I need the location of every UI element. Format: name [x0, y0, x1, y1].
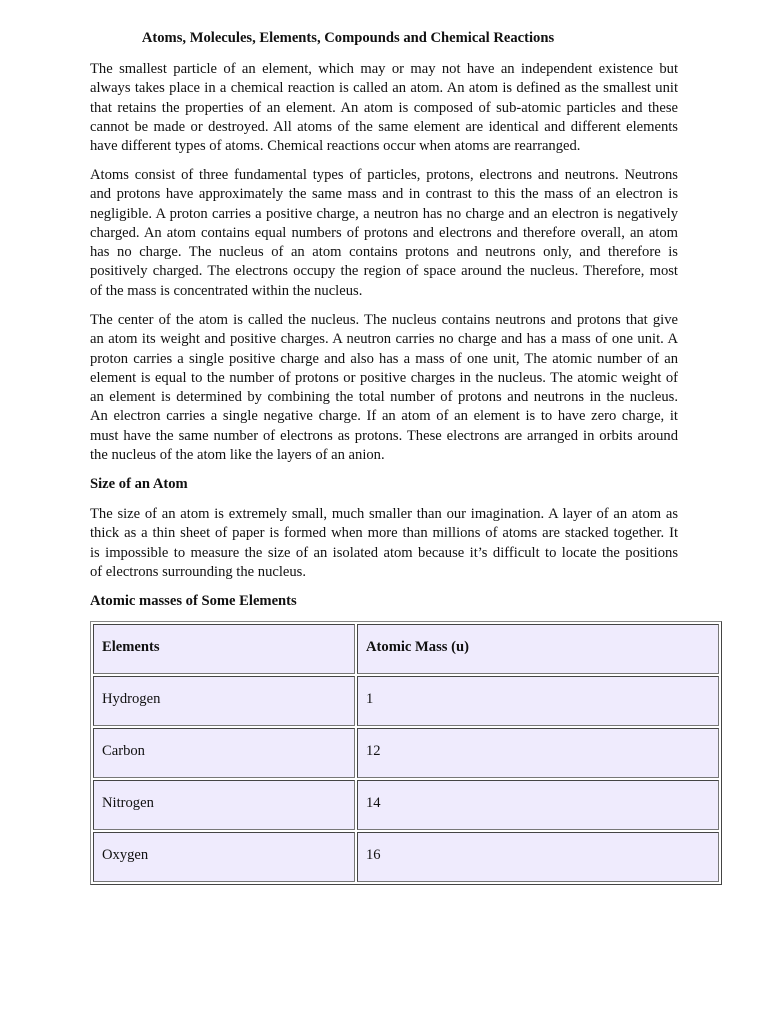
table-row: [93, 676, 719, 726]
text-line: has no charge. The nucleus of an atom contains protons and neutrons only, and therefore is: [90, 244, 678, 260]
element-cell: Carbon: [93, 728, 355, 778]
header-atomic-mass: Atomic Mass (u): [357, 624, 719, 674]
text-line: An electron carries a single negative charge. If an atom of an element is to have zero charge, it: [90, 408, 678, 425]
document-title: Atoms, Molecules, Elements, Compounds and Chemical Reactions: [141, 30, 555, 46]
text-line: always takes place in a chemical reaction is called an atom. An atom is defined as the smallest unit: [90, 80, 678, 97]
mass-cell: 12: [357, 728, 719, 778]
paragraph-nucleus: [90, 311, 678, 465]
text-line: proton carries a single positive charge and also has a mass of one unit, The atomic number of an: [90, 350, 678, 367]
element-cell: Oxygen: [93, 832, 355, 882]
text-line: is impossible to measure the size of an isolated atom because it’s difficult to locate the positions: [90, 544, 678, 561]
text-line: thick as a thin sheet of paper is formed when more than millions of atoms are stacked together. It: [90, 525, 678, 542]
heading-atomic-masses: Atomic masses of Some Elements: [90, 593, 297, 609]
text-line: must have the same number of electrons as protons. These electrons are arranged in orbits around: [90, 427, 678, 444]
text-line: an element is determined by combining the total number of protons and neutrons in the nucleus.: [90, 389, 678, 405]
text-line: cannot be made or destroyed. All atoms of the same element are identical and different elements: [90, 118, 678, 135]
mass-cell: 1: [357, 676, 719, 726]
atomic-mass-table: [90, 621, 722, 885]
paragraph-atom-particles: [90, 166, 678, 301]
paragraph-atom-size: [90, 505, 678, 582]
table-row: [93, 780, 719, 830]
header-elements: Elements: [93, 624, 355, 674]
text-line: an atom its weight and positive charges. A neutron carries no charge and has a mass of one unit. A: [90, 331, 678, 348]
text-line: have different types of atoms. Chemical reactions occur when atoms are rearranged.: [90, 138, 581, 154]
text-line: The center of the atom is called the nucleus. The nucleus contains neutrons and protons that give: [90, 312, 678, 328]
mass-cell: 14: [357, 780, 719, 830]
table-row: [93, 728, 719, 778]
text-line: Atoms consist of three fundamental types of particles, protons, electrons and neutrons. Neutrons: [90, 167, 678, 183]
heading-size-of-atom: Size of an Atom: [90, 476, 188, 492]
element-cell: Nitrogen: [93, 780, 355, 830]
text-line: positively charged. The electrons occupy the region of space around the nucleus. Therefore, most: [90, 263, 678, 280]
text-line: element is equal to the number of protons or positive charges in the nucleus. The atomic weight of: [90, 369, 678, 386]
text-line: negligible. A proton carries a positive charge, a neutron has no charge and an electron is negatively: [90, 205, 678, 222]
text-line: that retains the properties of an element. An atom is composed of sub-atomic particles and these: [90, 99, 678, 116]
table-header-row: [93, 624, 719, 674]
paragraph-atom-definition: [90, 60, 678, 156]
table-row: [93, 832, 719, 882]
text-line: The size of an atom is extremely small, much smaller than our imagination. A layer of an atom as: [90, 506, 678, 522]
text-line: of the mass is concentrated within the nucleus.: [90, 282, 363, 299]
mass-cell: 16: [357, 832, 719, 882]
text-line: and protons have approximately the same mass and in contrast to this the mass of an electron is: [90, 186, 678, 203]
text-line: charged. An atom contains equal numbers of protons and electrons and therefore overall, an atom: [90, 224, 678, 241]
element-cell: Hydrogen: [93, 676, 355, 726]
text-line: of electrons surrounding the nucleus.: [90, 563, 307, 580]
text-line: the nucleus of the atom like the layers of an anion.: [90, 446, 385, 463]
text-line: The smallest particle of an element, which may or may not have an independent existence but: [90, 61, 678, 77]
